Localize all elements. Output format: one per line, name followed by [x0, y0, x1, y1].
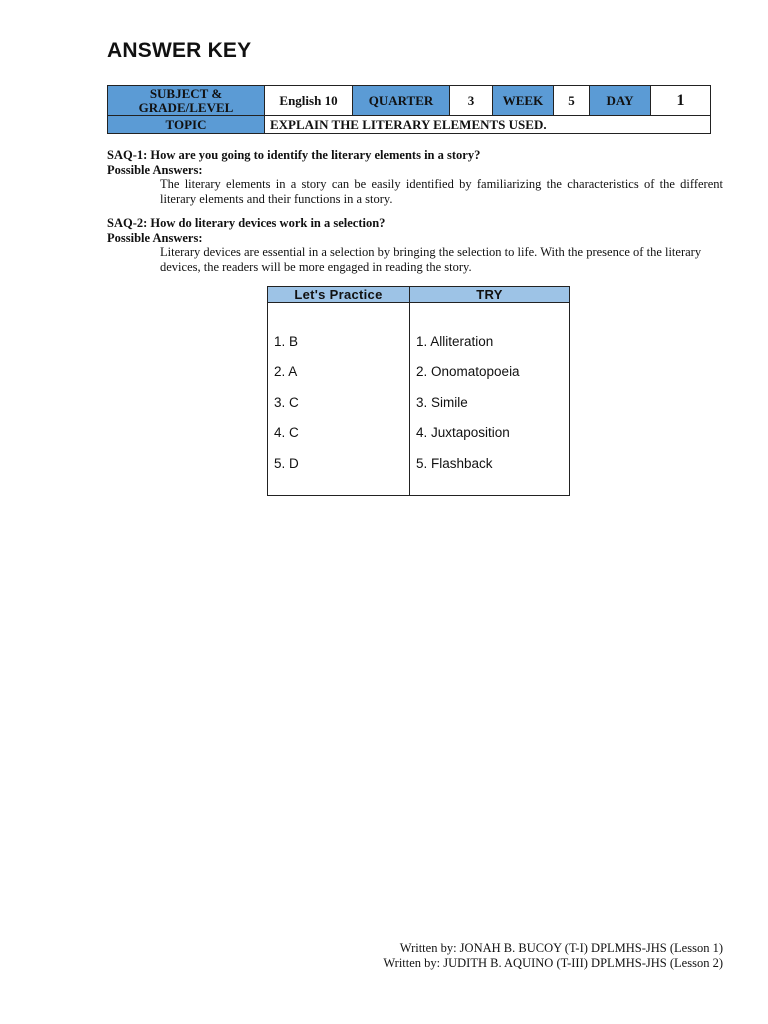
quarter-label: QUARTER [353, 86, 450, 116]
try-column [410, 303, 570, 496]
subject-label-line1: SUBJECT & [149, 85, 223, 101]
saq-2-question: SAQ-2: How do literary devices work in a selection? [107, 216, 386, 230]
saq-2-block [107, 216, 723, 274]
week-label: WEEK [493, 86, 554, 116]
quarter-value: 3 [450, 86, 493, 116]
saq-1-block [107, 148, 723, 206]
topic-label: TOPIC [108, 116, 265, 134]
authors-footer [383, 941, 723, 970]
lets-practice-column [268, 303, 410, 496]
subject-label-cell [108, 86, 265, 116]
subject-label-line2: GRADE/LEVEL [138, 99, 234, 115]
week-value: 5 [554, 86, 590, 116]
lets-practice-item: 2. A [274, 364, 298, 380]
saq-2-answer: Literary devices are essential in a selection by bringing the selection to life. With the presence of the literary devices, the readers will be more engaged in reading the story. [160, 245, 702, 274]
topic-row [108, 116, 711, 134]
lesson-info-row [108, 86, 711, 116]
subject-value: English 10 [265, 86, 353, 116]
lets-practice-item: 3. C [274, 394, 299, 410]
lets-practice-item: 4. C [274, 425, 299, 441]
try-item: 5. Flashback [416, 455, 493, 471]
saq-1-answer: The literary elements in a story can be easily identified by familiarizing the characteristics of the different literary elements and their functions in a story. [160, 177, 723, 206]
try-header: TRY [410, 287, 570, 303]
saq-2-possible-label: Possible Answers: [107, 230, 203, 245]
answers-table [267, 286, 570, 496]
lesson-info-table [107, 85, 711, 134]
saq-1-question: SAQ-1: How are you going to identify the literary elements in a story? [107, 148, 481, 162]
lets-practice-item: 1. B [274, 334, 299, 349]
answers-body-row [268, 303, 570, 496]
day-label: DAY [590, 86, 651, 116]
lets-practice-header: Let's Practice [268, 287, 410, 303]
lets-practice-item: 5. D [274, 455, 299, 471]
try-item: 3. Simile [416, 394, 468, 410]
saq-1-possible-label: Possible Answers: [107, 162, 203, 177]
topic-value: EXPLAIN THE LITERARY ELEMENTS USED. [265, 116, 711, 134]
try-item: 1. Alliteration [416, 334, 494, 349]
day-value: 1 [651, 86, 711, 116]
try-item: 4. Juxtaposition [416, 425, 510, 441]
try-item: 2. Onomatopoeia [416, 364, 520, 380]
page-title: ANSWER KEY [107, 39, 252, 62]
answers-header-row [268, 287, 570, 303]
author-line-1: Written by: JONAH B. BUCOY (T-I) DPLMHS-JHS (Lesson 1) [399, 941, 723, 955]
author-line-2: Written by: JUDITH B. AQUINO (T-III) DPLMHS-JHS (Lesson 2) [383, 955, 723, 970]
